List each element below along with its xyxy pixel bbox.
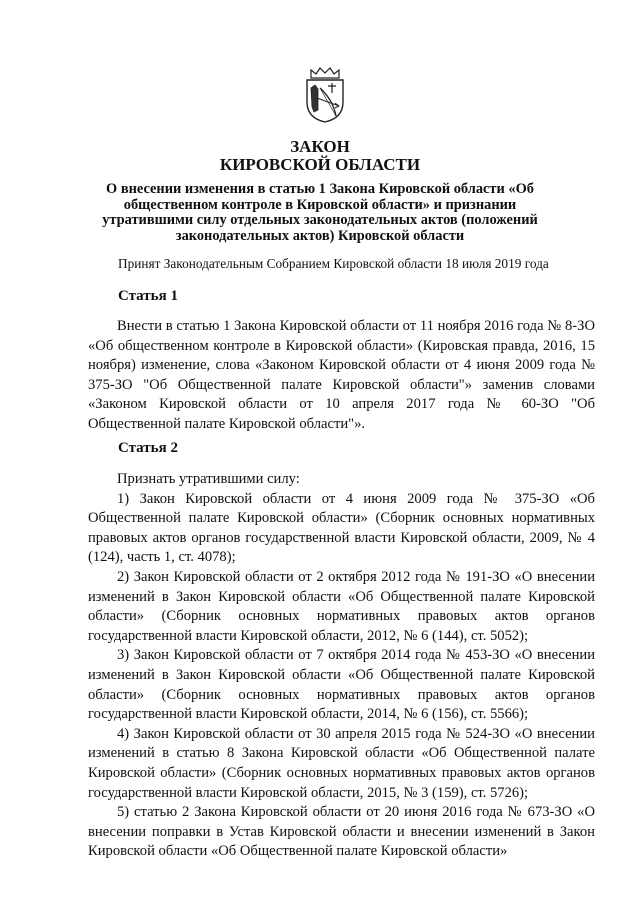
- list-item: 5) статью 2 Закона Кировской области от 20 июня 2016 года № 673-ЗО «О внесении поправки в Устав Кировской области и внесении изменений в Закон Кировской области «Об Общественной палате Кировской области»: [88, 804, 595, 860]
- article-1-heading: Статья 1: [118, 288, 178, 304]
- article-1-paragraph: Внести в статью 1 Закона Кировской области от 11 ноября 2016 года № 8-ЗО «Об общественном контроле в Кировской области» (Кировская правда, 2016, 15 ноября) изменение, слова «Законом Кировской области от 4 июня 2009 года № 375-ЗО "Об Общественной палате Кировской области"» заменив словами «Законом Кировской области от 10 апреля 2017 года № 60-ЗО "Об Общественной палате Кировской области"».: [88, 318, 595, 432]
- list-item: 3) Закон Кировской области от 7 октября 2014 года № 453-ЗО «О внесении изменений в Закон Кировской области «Об Общественной палате Кировской области» (Сборник основных нормативных правовых актов органов государственной власти Кировской области, 2014, № 6 (156), ст. 5566);: [88, 647, 595, 723]
- list-item: 1) Закон Кировской области от 4 июня 2009 года № 375-ЗО «Об Общественной палате Кировской области» (Сборник основных нормативных правовых актов органов государственной власти Кировской области, 2009, № 4 (124), часть 1, ст. 4078);: [88, 490, 595, 566]
- law-region: КИРОВСКОЙ ОБЛАСТИ: [219, 155, 421, 174]
- adoption-note: Принят Законодательным Собранием Кировской области 18 июля 2019 года: [118, 256, 549, 271]
- article-2-body: [88, 470, 595, 862]
- list-item: 4) Закон Кировской области от 30 апреля 2015 года № 524-ЗО «О внесении изменений в статью 8 Закона Кировской области «Об Общественной палате Кировской области» (Сборник основных нормативных правовых актов органов государственной власти Кировской области, 2015, № 3 (159), ст. 5726);: [88, 725, 595, 801]
- article-2-heading: Статья 2: [118, 440, 178, 456]
- law-subtitle: О внесении изменения в статью 1 Закона Кировской области «Об общественном контроле в Кировской области» и признании утратившими силу отдельных законодательных актов (положений законодательных актов) Кировской области: [102, 181, 538, 244]
- kirov-coat-of-arms-icon: [303, 66, 347, 124]
- list-item: 2) Закон Кировской области от 2 октября 2012 года № 191-ЗО «О внесении изменений в Закон Кировской области «Об Общественной палате Кировской области» (Сборник основных нормативных правовых актов органов государственной власти Кировской области, 2012, № 6 (144), ст. 5052);: [88, 568, 595, 644]
- article-1-body: [88, 317, 595, 435]
- law-title: ЗАКОН: [290, 137, 350, 156]
- article-2-intro: Признать утратившими силу:: [117, 471, 300, 487]
